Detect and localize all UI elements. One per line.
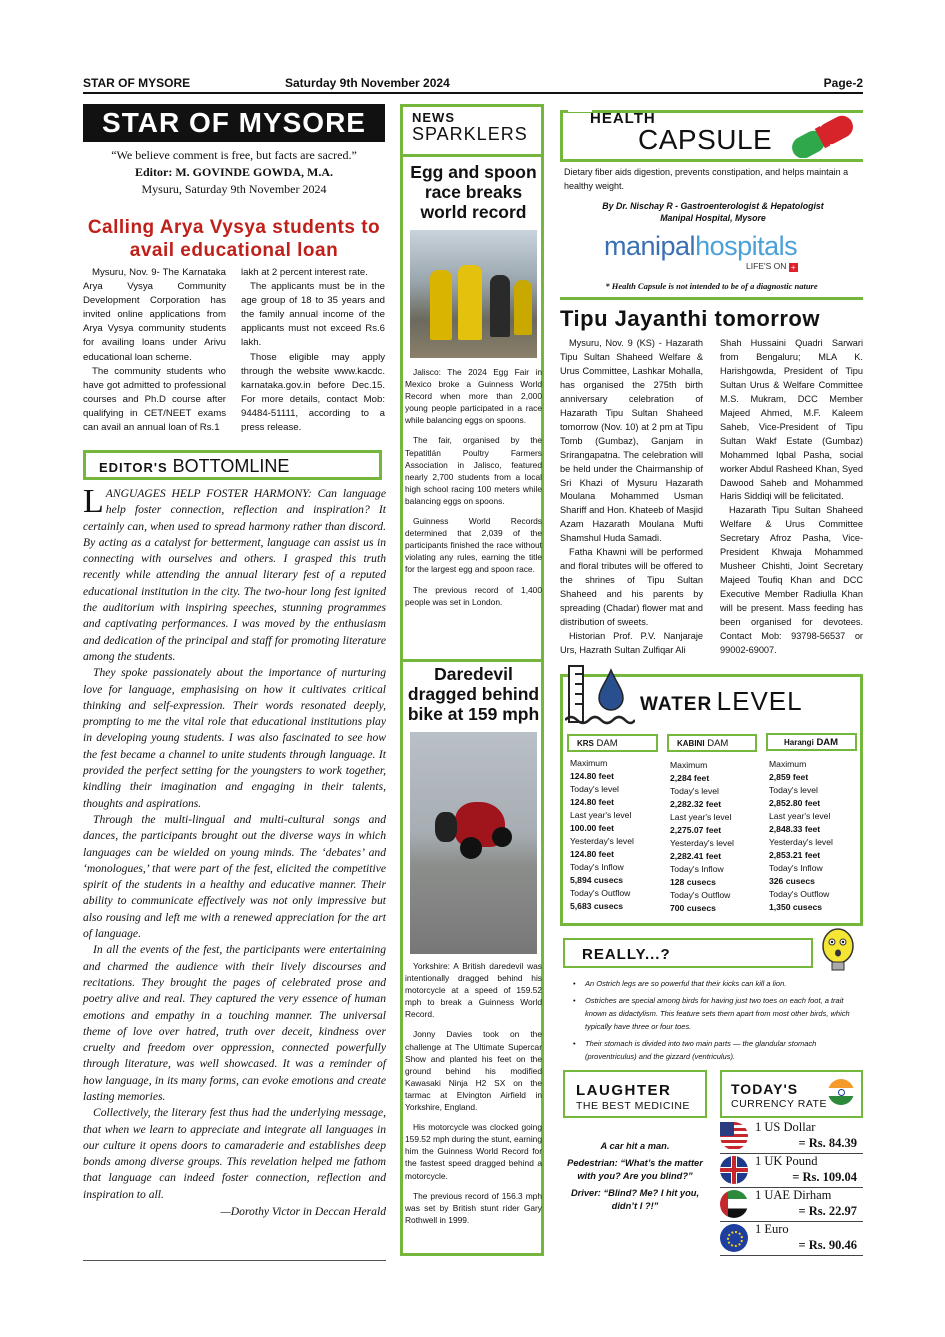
currency-row — [720, 1120, 863, 1154]
value: 5,683 cusecs — [570, 901, 624, 911]
joke-line: Pedestrian: “What’s the matter with you? Are you blind?” — [567, 1157, 703, 1181]
value: 2,848.33 feet — [769, 824, 821, 834]
currency-name: 1 US Dollar — [755, 1120, 816, 1134]
joke-line: A car hit a man. — [600, 1141, 670, 1151]
currency-value: = Rs. 22.97 — [798, 1204, 857, 1218]
paragraph: Through the multi-lingual and multi-cultural songs and dances, the participants brought out the diverse ways in which languages can be wielded on young minds. The ‘debates’ and ‘monologues,’ that were part of the fest, elicited the competitive spirit of the students in a healthy and educative manner. Their ability to communicate effectively was not only impressive but also rousing and left me with a renewed appreciation for the art of language. — [83, 812, 386, 941]
tipu-col-2 — [720, 337, 863, 658]
water-label-text: LEVEL — [716, 686, 803, 716]
currency-name: 1 UAE Dirham — [755, 1188, 832, 1202]
value: 326 cusecs — [769, 876, 815, 886]
egg-headline: Egg and spoon race breaks world record — [410, 162, 537, 222]
value: 124.80 feet — [570, 797, 614, 807]
paragraph: His motorcycle was clocked going 159.52 mph during the stunt, earning him the Guinness World Record for the fastest speed dragged behind a motorcycle. — [405, 1122, 542, 1181]
bike-photo — [410, 732, 537, 954]
label: Today's level — [769, 785, 818, 795]
list-item: • Their stomach is divided into two main parts — the glandular stomach (proventriculus) and the gizzard (ventriculus). — [573, 1039, 817, 1061]
paragraph: Those eligible may apply through the website www.kacdc. karnataka.gov.in before Dec.15. For more details, contact Mob: 94484-51111, according to a press release. — [241, 351, 385, 434]
label: Yesterday's level — [670, 838, 734, 848]
paragraph: The previous record of 156.3 mph was set by British stunt rider Gary Rothwell in 1999. — [405, 1190, 542, 1225]
manipal-logo — [604, 231, 797, 262]
paragraph: The fair, organised by the Tepatitlán Poultry Farmers Association in Jalisco, featured nearly 2,700 students from a local high school racing 100 meters while balancing eggs on spoons. — [405, 435, 542, 506]
item-text: An Ostrich legs are so powerful that their kicks can kill a lion. — [585, 979, 787, 988]
label: Today's Outflow — [769, 889, 830, 899]
paragraph: The applicants must be in the age group of 18 to 35 years and the family annual income of the applicants must not exceed Rs.6 lakh. — [241, 281, 385, 349]
item-text: Their stomach is divided into two main parts — the glandular stomach (proventriculus) and the gizzard (ventriculus). — [585, 1039, 817, 1061]
currency-row — [720, 1154, 863, 1188]
page-header — [83, 74, 863, 94]
masthead-title: STAR OF MYSORE — [83, 104, 385, 142]
harangi-dam-label — [766, 733, 857, 751]
editorial-byline: —Dorothy Victor in Deccan Herald — [220, 1205, 386, 1219]
egg-race-photo — [410, 230, 537, 358]
news-sparklers-label — [412, 110, 528, 145]
laughter-sub: THE BEST MEDICINE — [576, 1100, 690, 1112]
editorial-label: BOTTOMLINE — [172, 456, 290, 476]
loan-headline: Calling Arya Vysya students to avail educational loan — [87, 217, 381, 261]
value: 1,350 cusecs — [769, 902, 823, 912]
currency-value: = Rs. 109.04 — [792, 1170, 857, 1184]
health-text: Dietary fiber aids digestion, prevents constipation, and helps maintain a healthy weight. — [564, 167, 849, 191]
paragraph: Mysuru, Nov. 9 (KS) - Hazarath Tipu Sultan Shaheed Welfare & Urus Committee, Lashkar Mohalla, has organised the 275th birth anniversary celebration of Hazarath Tipu Sultan Shaheed tomorrow (Nov. 10) at 2 pm at Tipu Tomb (Gumbaz), Ganjam in Srirangapatna. The celebration will be held under the Chairmanship of Sri Khazi of Mysuru Hazarath Moulana Mohammed Usman Shariff and Hon. Khateeb of Masjid Azam Hazarath Moulana Mufti Shamshul Huda Samadi. — [560, 338, 703, 544]
eu-flag-icon — [720, 1224, 748, 1252]
logo-tag: LIFE'S ON — [746, 261, 787, 271]
dam-name: KRS — [577, 739, 594, 748]
paragraph: In all the events of the fest, the participants were entertaining and charmed the audience with their lively discourses and recitations. They brought the pages of celebrated prose and poetry alive and real. They captured the very essence of human emotions and empathy in a touching manner. The universal theme of love over hatred, truth over deceit, kindness over cruelty and freedom over oppression, connected powerfully through literature, was well showcased. It was a reminder of how language, in its many forms, can evoke emotions and create lasting memories. — [83, 943, 386, 1103]
paragraph: The previous record of 1,400 people was set in London. — [405, 584, 542, 607]
value: 2,282.32 feet — [670, 799, 722, 809]
label: Last year's level — [670, 812, 732, 822]
label: Today's level — [670, 786, 719, 796]
loan-col-1 — [83, 266, 226, 435]
editorial-label-box — [83, 444, 386, 480]
value: 124.80 feet — [570, 849, 614, 859]
value: 2,859 feet — [769, 772, 809, 782]
joke — [566, 1140, 704, 1214]
paragraph: Shah Hussaini Quadri Sarwari from Bengaluru; MLA K. Harishgowda, President of Tipu Sultan Urus & Welfare Committee M.S. Mukram, DCC Member Majeed Ahmed, M.F. Kaleem Saheb, Vice-President of Tipu Sultan Wakf Estate (Gumbaz) Mohammed Iqbal Pasha, social worker Abdul Rasheed Khan, Syed Dawood Saheb and Mohammed Haris Siddiqi will be felicitated. — [720, 338, 863, 502]
paragraph: Guinness World Records determined that 2,039 of the participants finished the race without violating any rules, earning the title for the largest egg and spoon race. — [405, 516, 542, 575]
currency-row — [720, 1188, 863, 1222]
capsule-icon — [782, 110, 862, 158]
loan-col-2 — [241, 266, 385, 435]
paragraph: lakh at 2 percent interest rate. — [241, 267, 368, 278]
tipu-headline: Tipu Jayanthi tomorrow — [560, 306, 820, 331]
health-byline — [560, 200, 866, 224]
value: 700 cusecs — [670, 903, 716, 913]
currency-row — [720, 1222, 863, 1256]
value: 5,894 cusecs — [570, 875, 624, 885]
paragraph: Collectively, the literary fest thus had the underlying message, that when we learn to appreciate and integrate all languages in our culture it opens doors to camaraderie and establishes deep bonds among diverse groups. This revelation helped me fathom that language can indeed foster connection, reflection and inspiration to all. — [83, 1106, 386, 1201]
doctor-name: By Dr. Nischay R - Gastroenterologist & Hepatologist — [602, 201, 824, 211]
label: Yesterday's level — [570, 836, 634, 846]
paragraph: Mysuru, Nov. 9- The Karnataka Arya Vysya Community Development Corporation has invited online applications from Arya Vysya community students for availing loans under Arivu educational loan scheme. — [83, 267, 226, 363]
label: Today's Outflow — [570, 888, 631, 898]
india-flag-icon — [828, 1079, 854, 1105]
value: 2,282.41 feet — [670, 851, 722, 861]
currency-sub: CURRENCY RATE — [731, 1098, 827, 1110]
bike-body — [405, 960, 542, 1234]
label: Today's level — [570, 784, 619, 794]
bike-headline: Daredevil dragged behind bike at 159 mph — [407, 664, 540, 724]
value: 124.80 feet — [570, 771, 614, 781]
uk-flag-icon — [720, 1156, 748, 1184]
masthead-info — [83, 147, 385, 198]
egg-body — [405, 366, 542, 616]
label: Maximum — [670, 760, 708, 770]
logo-word-b: hospitals — [695, 231, 798, 261]
plus-icon: + — [789, 263, 798, 272]
value: 100.00 feet — [570, 823, 614, 833]
motto: “We believe comment is free, but facts are sacred.” — [111, 148, 357, 162]
dam-name: Harangi — [784, 738, 814, 747]
health-label-bold: HEALTH — [590, 110, 656, 127]
really-label: REALLY...? — [582, 946, 671, 963]
list-item: • Ostriches are special among birds for having just two toes on each foot, a trait known as didactylism. This feature sets them apart from most other birds, which typically have three or four toes. — [573, 996, 850, 1031]
krs-dam-data — [570, 758, 660, 914]
kabini-dam-data — [670, 760, 760, 916]
water-label-bold: WATER — [640, 694, 713, 715]
joke-line: Driver: “Blind? Me? I hit you, didn’t I ?!” — [570, 1187, 700, 1211]
hospital-name: Manipal Hospital, Mysore — [660, 213, 766, 223]
label: Today's Inflow — [570, 862, 624, 872]
label: Last year's level — [570, 810, 632, 820]
issue-date: Saturday 9th November 2024 — [285, 76, 450, 90]
logo-tagline — [746, 261, 798, 272]
paragraph: The community students who have got admitted to professional courses and Ph.D course after qualifying in CET/NEET exams can avail an annual loan of Rs.1 — [83, 365, 226, 434]
currency-table — [720, 1120, 863, 1256]
paragraph: Yorkshire: A British daredevil was intentionally dragged behind his motorcycle at a speed of 159.52 mph to break a Guinness World Record. — [405, 961, 542, 1020]
currency-label: TODAY'S — [731, 1081, 799, 1097]
label: Today's Outflow — [670, 890, 731, 900]
logo-word-a: manipal — [604, 231, 696, 261]
label: Maximum — [570, 758, 608, 768]
currency-value: = Rs. 84.39 — [798, 1136, 857, 1150]
water-gauge-icon — [565, 662, 635, 732]
us-flag-icon — [720, 1122, 748, 1150]
value: 2,852.80 feet — [769, 798, 821, 808]
currency-name: 1 Euro — [755, 1222, 789, 1236]
editorial-label-bold: EDITOR'S — [99, 460, 168, 475]
value: 2,853.21 feet — [769, 850, 821, 860]
harangi-dam-data — [769, 759, 859, 915]
page-number: Page-2 — [823, 76, 863, 90]
editor-line: Editor: M. GOVINDE GOWDA, M.A. — [135, 165, 333, 179]
value: 2,275.07 feet — [670, 825, 722, 835]
label: Maximum — [769, 759, 807, 769]
paragraph: Historian Prof. P.V. Nanjaraje Urs, Hazrath Sultan Zulfiqar Ali — [560, 631, 703, 655]
dateline: Mysuru, Saturday 9th November 2024 — [141, 182, 327, 196]
dam-name: KABINI — [677, 739, 705, 748]
water-label — [640, 686, 803, 717]
kabini-dam-label — [667, 734, 757, 752]
dam-suffix: DAM — [596, 738, 618, 749]
news-label-bold: NEWS — [412, 110, 455, 125]
editorial-body — [83, 483, 386, 1220]
label: Yesterday's level — [769, 837, 833, 847]
label: Last year's level — [769, 811, 831, 821]
currency-value: = Rs. 90.46 — [798, 1238, 857, 1252]
paper-name: STAR OF MYSORE — [83, 76, 191, 90]
really-list — [573, 977, 863, 1063]
item-text: Ostriches are special among birds for having just two toes on each foot, a trait known as didactylism. This feature sets them apart from most other birds, which typically have three or four toes. — [585, 996, 850, 1031]
uae-flag-icon — [720, 1190, 748, 1218]
value: 128 cusecs — [670, 877, 716, 887]
paragraph: Fatha Khawni will be performed and floral tributes will be offered to the shrines of Tipu Sultan Shaheed and his parents by spreading (Chadar) flower mat and distribution of sweets. — [560, 547, 703, 628]
value: 2,284 feet — [670, 773, 710, 783]
paragraph: Jalisco: The 2024 Egg Fair in Mexico broke a Guinness World Record when more than 2,000 young people participated in a race while balancing eggs on spoons. — [405, 367, 542, 426]
dam-suffix: DAM — [707, 738, 729, 749]
news-label: SPARKLERS — [412, 124, 528, 144]
paragraph: Jonny Davies took on the challenge at The Ultimate Supercar Show and planted his feet on the ground behind his modified Kawasaki Ninja H2 SX on the tarmac at Elvington Airfield in Yorkshire, England. — [405, 1029, 542, 1113]
label: Today's Inflow — [670, 864, 724, 874]
tipu-col-1 — [560, 337, 703, 658]
dropcap: L — [83, 483, 104, 520]
paragraph: They spoke passionately about the importance of nurturing love for language, emphasising on how it cultivates critical thinking and self-expression. Their words resonated deeply, prompting to me the vital role that educational institutions play in developing young students. I was also fascinated to see how the fest became a channel to unite students through language. It provided the perfect setting for the youngsters to work together, kindling their imagination and engaging in their talents, thoughts and aspirations. — [83, 666, 386, 810]
krs-dam-label — [567, 734, 658, 752]
currency-name: 1 UK Pound — [755, 1154, 818, 1168]
paragraph: ANGUAGES HELP FOSTER HARMONY: Can language help foster connection, reflection and inspiration? It certainly can, when used to spread harmony rather than discord. By acting as a catalyst for betterment, language can assist us in connecting with ourselves and others. I grasped this truth recently while attending the annual literary fest of a reputed educational institution in the city. The two-hour long fest ignited the auditorium with inspiring speeches, stunning programmes and captivating performances. I was moved by the enthusiasm and dedication of the principal and staff for promoting literature among the students. — [83, 487, 386, 663]
paragraph: Hazarath Tipu Sultan Shaheed Welfare & Urus Committee Secretary Afroz Pasha, Vice-President Khwaja Mohammed Musheer Chishti, Joint Secretary Majeed Toufiq Khan and DCC Executive Member Radiulla Khan will be present. Mass feeding has been organised for devotees. Contact Mob: 93798-56537 or 99002-69007. — [720, 505, 863, 655]
bulb-icon — [816, 926, 860, 976]
health-label: CAPSULE — [638, 124, 773, 155]
dam-suffix: DAM — [816, 737, 839, 748]
list-item: • An Ostrich legs are so powerful that their kicks can kill a lion. — [573, 979, 787, 988]
laughter-label: LAUGHTER — [576, 1082, 672, 1099]
health-disclaimer: * Health Capsule is not intended to be of a diagnostic nature — [605, 281, 818, 291]
label: Today's Inflow — [769, 863, 823, 873]
